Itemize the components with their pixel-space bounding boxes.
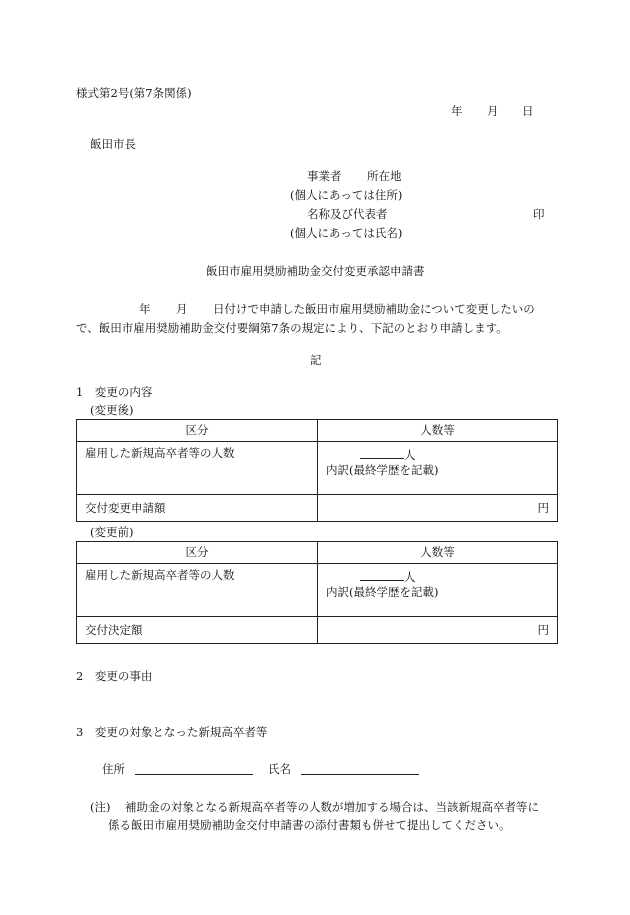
before-header-count: 人数等 (318, 542, 558, 564)
after-breakdown-label: 内訳(最終学歴を記載) (326, 463, 439, 477)
after-header-count: 人数等 (318, 420, 558, 442)
seal-mark: 印 (533, 207, 545, 221)
after-row-amount-value[interactable]: 円 (318, 495, 558, 522)
before-row-amount-value[interactable]: 円 (318, 617, 558, 644)
before-header-category: 区分 (77, 542, 318, 564)
form-number: 様式第2号(第7条関係) (76, 86, 192, 100)
after-headcount-blank[interactable] (360, 446, 404, 459)
before-label: (変更前) (90, 525, 134, 539)
ki-mark: 記 (310, 353, 322, 367)
document-title: 飯田市雇用奨励補助金交付変更承認申請書 (206, 264, 425, 278)
after-table (76, 419, 558, 522)
before-table (76, 541, 558, 644)
section3-name-line[interactable] (301, 774, 419, 775)
before-headcount-unit: 人 (404, 570, 416, 584)
date-day-label: 日 (522, 104, 534, 118)
section3-address-line[interactable] (135, 774, 253, 775)
before-row-headcount-value (318, 564, 558, 617)
applicant-address-note: (個人にあっては住所) (290, 188, 403, 202)
section3-heading: 3 変更の対象となった新規高卒者等 (76, 725, 268, 739)
date-year-label: 年 (451, 104, 463, 118)
body-month-label: 月 (176, 302, 188, 316)
body-text-line1: 日付けで申請した飯田市雇用奨励補助金について変更したいの (213, 302, 535, 316)
addressee: 飯田市長 (90, 137, 136, 151)
applicant-address-label: 所在地 (367, 169, 402, 183)
after-row-headcount-label: 雇用した新規高卒者等の人数 (77, 442, 318, 495)
note-line1: 補助金の対象となる新規高卒者等の人数が増加する場合は、当該新規高卒者等に (125, 800, 539, 814)
applicant-name-label: 名称及び代表者 (307, 207, 388, 221)
section3-name-label: 氏名 (268, 762, 291, 776)
after-header-category: 区分 (77, 420, 318, 442)
note-line2: 係る飯田市雇用奨励補助金交付申請書の添付書類も併せて提出してください。 (108, 818, 511, 832)
before-breakdown-label: 内訳(最終学歴を記載) (326, 585, 439, 599)
applicant-business-label: 事業者 (307, 169, 342, 183)
before-row-amount-label: 交付決定額 (77, 617, 318, 644)
body-text-line2: で、飯田市雇用奨励補助金交付要綱第7条の規定により、下記のとおり申請します。 (76, 321, 508, 335)
applicant-name-note: (個人にあっては氏名) (290, 226, 403, 240)
date-month-label: 月 (487, 104, 499, 118)
note-prefix: (注) (90, 800, 111, 814)
section3-address-label: 住所 (102, 762, 125, 776)
after-headcount-unit: 人 (404, 448, 416, 462)
before-row-headcount-label: 雇用した新規高卒者等の人数 (77, 564, 318, 617)
section1-heading: 1 変更の内容 (76, 385, 153, 399)
after-row-headcount-value (318, 442, 558, 495)
before-headcount-blank[interactable] (360, 568, 404, 581)
body-year-label: 年 (139, 302, 151, 316)
after-row-amount-label: 交付変更申請額 (77, 495, 318, 522)
section2-heading: 2 変更の事由 (76, 669, 153, 683)
after-label: (変更後) (90, 403, 134, 417)
